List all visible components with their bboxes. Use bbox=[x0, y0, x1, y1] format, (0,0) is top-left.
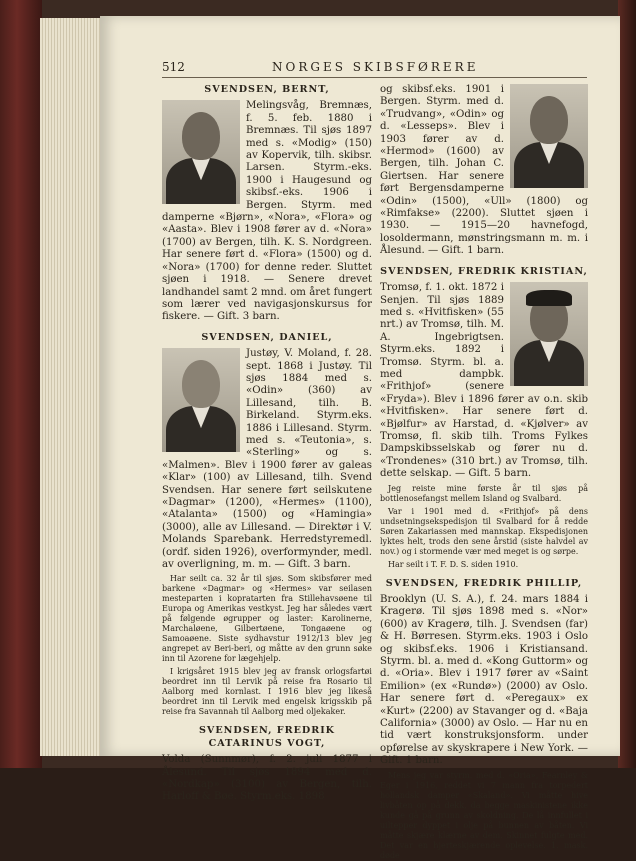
entry-text-bernt: Melingsvåg, Bremnæs, f. 5. feb. 1880 i Bremnæs. Til sjøs 1897 med s. «Modig» (150) av Kopervik, tilh. skibsr. Larsen. Styrm.-eks. 1900 i Haugesund og skibsf.-eks. 1906 i Bergen. Styrm. med damperne «Bjørn», «Nora», «Flora» og «Aasta». Blev i 1908 fører av d. «Nora» (1700) av Bergen, tilh. K. S. Nordgreen. Har senere ført d. «Flora» (1500) og d. «Nora» (1700) for denne reder. Sluttet sjøen i 1918. — Senere drevet landhandel samt 2 mnd. om året fungert som lærer ved navigasjonskursus for fiskere. — Gift. 3 barn. bbox=[162, 100, 372, 323]
entry-title-fredrik-phillip: SVENDSEN, FREDRIK PHILLIP, bbox=[385, 577, 583, 589]
entry-text-fredrik-kristian: Tromsø, f. 1. okt. 1872 i Senjen. Til sjøs 1889 med s. «Hvitfisken» (55 nrt.) av Tromsø, tilh. M. A. Ingebrigtsen. Styrm.eks. 1892 i Tromsø. Styrm. bl. a. med dampbk. «Frithjof» (senere «Fryda»). Blev i 1896 fører av o.n. skib «Hvitfisken». Har senere ført d. «Bjølfur» av Harstad, d. «Kjølver» av Tromsø, fl. skib tilh. Troms Fylkes Dampskibsselskab og fører nu d. «Trondenes» (310 brt.) av Tromsø, tilh. dette selskap. — Gift. 5 barn. bbox=[380, 282, 588, 480]
entry-text-fredrik-phillip: Brooklyn (U. S. A.), f. 24. mars 1884 i Kragerø. Til sjøs 1898 med s. «Nor» (600) av Kragerø, tilh. J. Svendsen (far) & H. Børresen. Styrm.eks. 1903 i Oslo og skibsf.eks. 1906 i Kristiansand. Styrm. bl. a. med d. «Kong Guttorm» og d. «Oria». Blev i 1917 fører av «Saint Emilion» (ex «Rundø») (2000) av Oslo. Har senere ført d. «Peregaux» ex «Kurt» (2200) av Stavanger og d. «Baja California» (3000) av Oslo. — Har nu en tid vært konstruksjonsform. under opførelse av skyskrapere i New York. — Gift. 1 barn. bbox=[380, 594, 588, 767]
running-head: NORGES SKIBSFØRERE bbox=[272, 60, 479, 74]
portrait-fredrik-catarinus bbox=[510, 84, 588, 188]
entry-text-daniel: Justøy, V. Moland, f. 28. sept. 1868 i Justøy. Til sjøs 1884 med s. «Odin» (360) av Lillesand, tilh. B. Birkeland. Styrm.eks. 1886 i Lillesand. Styrm. med s. «Teutonia», s. «Sterling» og s. «Malmen». Blev i 1900 fører av galeas «Klar» (100) av Lillesand, tilh. Svend Svendsen. Har senere ført seilskutene «Dagmar» (1200), «Hermes» (1100), «Atalanta» (1500) og «Hamingia» (3000), alle av Lillesand. — Direktør i V. Molands Sparebank. Herredstyremedl. (ordf. siden 1926), overformynder, medl. av overligning, m. m. — Gift. 3 barn. bbox=[162, 348, 372, 571]
entry-note-kristian-2: Var i 1901 med d. «Frithjof» på dens undsetningsekspedisjon til Svalbard for å redde Søren Zakariassen med mannskap. Ekspedisjonen lyktes helt, trods den sene årstid (siste halvdel av nov.) og i stormende vær med meget is og sørpe. bbox=[380, 506, 588, 556]
entry-note-daniel-1: Har seilt ca. 32 år til sjøs. Som skibsfører med barkene «Dagmar» og «Hermes» var seilasen mesteparten i kopratarten fra Stillehavsøene til Europa og Amerikas vestkyst. Jeg har således vært på følgende øgrupper og laster: Karolinerne, Marchaløene, Gilbertøene, Tongaøene og Samoaøene. Siste sydhavstur 1912/13 blev jeg angrepet av Beri-beri, og måtte av den grunn søke inn til Azorene for lægehjelp. bbox=[162, 574, 372, 664]
page-edges bbox=[40, 18, 102, 756]
entry-note-daniel-2: I krigsåret 1915 blev jeg av fransk orlogsfartøi beordret inn til Lervik på reise fra Rosario til Aalborg med kornlast. I 1916 blev jeg likeså beordret inn til Lervik med engelsk krigsskib på reise fra Savannah til Aalborg med oljekaker. bbox=[162, 667, 372, 717]
entry-title-daniel: SVENDSEN, DANIEL, bbox=[201, 331, 333, 343]
book-cover-left bbox=[0, 0, 42, 768]
portrait-daniel-svendsen bbox=[162, 348, 240, 452]
entry-note-phillip-1: Mens jeg var styrm. med d. «Oria», Fearnley & Eger i 1916, reddet vi 7 mann fra torpedert hollandsk damper «Skaland». Vi måtte hive livbåten op på dekk, da begge maskinistene ikke kunde gå på grunn av skoldning. De lå innfullet i uiltepper dyppet i olje på bunnen av båten. Vi måtte skjære klærne av dem. Skinnet fulgte med. Det var en hjerteskjærende oplevelse. 1. mask. døde bbox=[380, 770, 588, 860]
entry-note-kristian-1: Jeg reiste mine første år til sjøs på bottlenosefangst mellem Island og Svalbard. bbox=[380, 483, 588, 503]
entry-text-continued: og skibsf.eks. 1901 i Bergen. Styrm. med d. «Trudvang», «Odin» og d. «Lesseps». Blev i 1903 fører av d. «Hermod» (1600) av Bergen, tilh. Johan C. Giertsen. Har senere ført Bergensdamperne «Odin» (1500), «Ull» (1800) og «Rimfakse» (2200). Sluttet sjøen i 1930. — 1915—20 havnefogd, losoldermann, mønstringsmann m. m. i Ålesund. — Gift. 1 barn. bbox=[380, 84, 588, 257]
left-column bbox=[162, 84, 372, 804]
entry-title-bernt: SVENDSEN, BERNT, bbox=[204, 84, 330, 95]
page-header bbox=[162, 60, 587, 76]
portrait-fredrik-kristian bbox=[510, 282, 588, 386]
entry-note-kristian-3: Har seilt i T. F. D. S. siden 1910. bbox=[388, 559, 519, 569]
entry-title-fredrik-catarinus: SVENDSEN, FREDRIK CATARINUS VOGT, bbox=[198, 725, 336, 749]
portrait-bernt-svendsen bbox=[162, 100, 240, 204]
header-rule bbox=[162, 77, 587, 78]
entry-title-fredrik-kristian: SVENDSEN, FREDRIK KRISTIAN, bbox=[380, 265, 588, 277]
right-column bbox=[380, 84, 588, 861]
entry-text-fredrik-catarinus: Volda (Sunnmør), f. 2. juli 1877 i Ålesund. Til sjøs 1894 med d. «Nordkap» (3100) av Bergen, tilh. Harloff & Bøe. Styrm.eks. 1898 bbox=[162, 754, 372, 803]
page-number: 512 bbox=[162, 60, 185, 74]
book-cover-right bbox=[618, 0, 636, 768]
